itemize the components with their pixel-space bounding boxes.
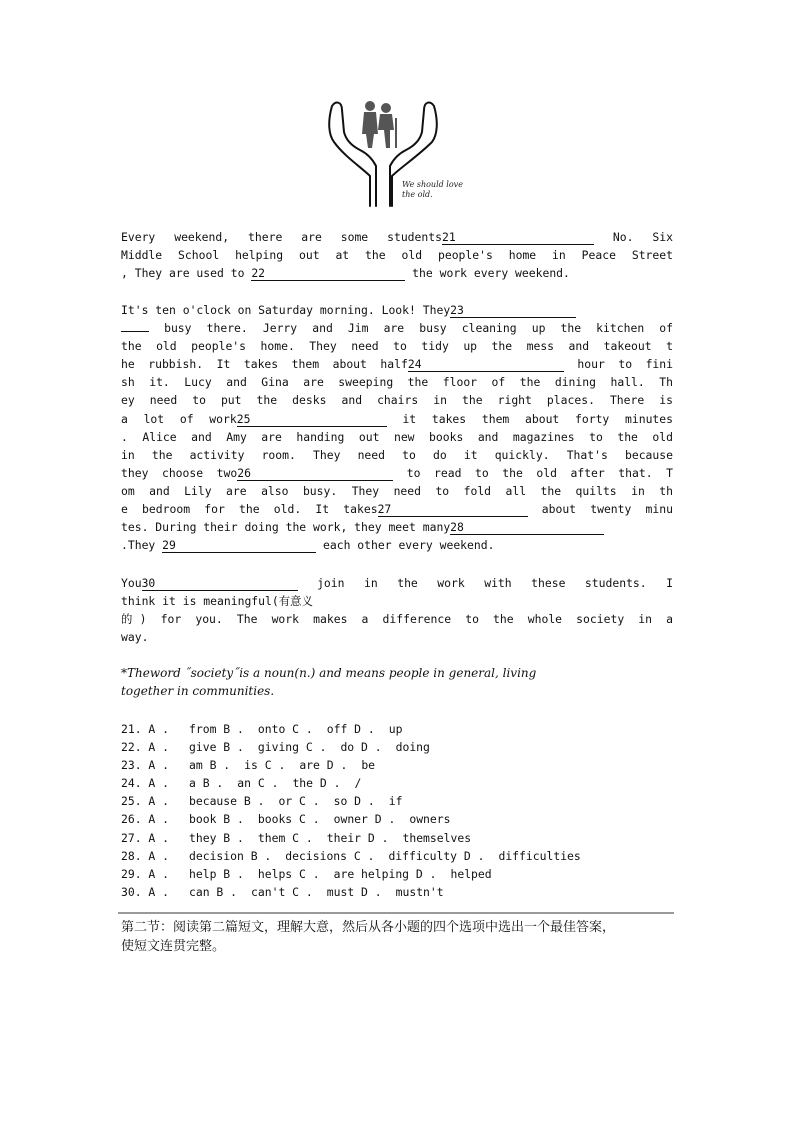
option-a: give B . [189, 740, 244, 755]
question-row [121, 883, 681, 901]
logo-caption [402, 180, 472, 200]
option-d: owners [409, 812, 451, 827]
option-a: a B . [189, 776, 224, 791]
text-line: ey need to put the desks and chairs in the right places. There is [121, 393, 673, 408]
option-d: mustn't [395, 884, 444, 899]
blank-27: 27 [378, 502, 528, 517]
option-d: doing [395, 740, 430, 755]
option-d: if [388, 794, 403, 809]
text-line [121, 301, 673, 319]
blank-23: 23 [450, 303, 576, 318]
option-a: because B . [189, 794, 265, 809]
option-d: / [354, 776, 362, 791]
text-line: the old people's home. They need to tidy up the mess and takeout t [121, 339, 673, 354]
text-line [121, 410, 673, 428]
blank-25: 25 [237, 412, 387, 427]
question-row [121, 847, 681, 865]
option-a: book B . [189, 812, 244, 827]
paragraph-3 [121, 574, 673, 646]
text-line [121, 518, 673, 536]
blank-22: 22 [251, 266, 405, 281]
text: about twenty minu [541, 502, 673, 517]
text: tes. During their doing the work, they meet many [121, 520, 451, 535]
question-number: 21. A . [121, 722, 170, 736]
blank-29: 29 [162, 538, 316, 553]
note-line: together in communities. [121, 684, 275, 699]
text-line: Middle School helping out at the old people's home in Peace Street [121, 248, 673, 263]
question-row [121, 865, 681, 883]
logo-caption-line2: the old. [402, 190, 433, 199]
option-d: difficulties [498, 848, 581, 863]
option-c: so D . [333, 794, 375, 809]
text-line [121, 355, 673, 373]
text-line [121, 464, 673, 482]
question-number: 22. A . [121, 740, 170, 755]
option-c: must D . [326, 884, 382, 899]
text: the work every weekend. [412, 266, 570, 281]
option-d: be [361, 758, 376, 773]
option-c: owner D . [333, 812, 396, 827]
text: e bedroom for the old. It takes [121, 502, 378, 517]
text: a lot of work [121, 411, 237, 426]
text: It's ten o'clock on Saturday morning. Look! They [121, 303, 451, 317]
question-row [121, 738, 681, 756]
text-line [121, 574, 673, 592]
text: hour to fini [577, 357, 674, 372]
option-c: are helping D . [333, 866, 437, 881]
section-2-instructions [121, 918, 673, 956]
text: he rubbish. It takes them about half [121, 357, 408, 372]
text-line: 的) for you. The work makes a difference to the whole society in a [121, 612, 673, 627]
option-a: they B . [189, 830, 244, 845]
text-line: in the activity room. They need to do it quickly. That's because [121, 447, 673, 462]
blank-28: 28 [450, 520, 604, 535]
text: .They [121, 538, 163, 553]
option-b: giving C . [257, 740, 327, 755]
blank-30: 30 [142, 576, 298, 591]
blank-26: 26 [237, 466, 393, 481]
option-d: themselves [402, 830, 472, 845]
text-line: sh it. Lucy and Gina are sweeping the floor of the dining hall. Th [121, 375, 673, 390]
text-line [121, 228, 673, 246]
text: You [121, 576, 142, 590]
option-b: is C . [244, 758, 286, 773]
text-line: om and Lily are also busy. They need to fold all the quilts in th [121, 483, 673, 498]
question-number: 27. A . [121, 830, 170, 845]
text-line: way. [121, 630, 149, 645]
option-b: onto C . [257, 722, 313, 736]
text: join in the work with these students. I [317, 576, 674, 590]
section-divider [118, 912, 674, 914]
question-row [121, 829, 681, 847]
question-number: 25. A . [121, 794, 170, 809]
option-c: do D . [340, 740, 382, 755]
question-number: 30. A . [121, 884, 170, 899]
option-d: helped [450, 866, 492, 881]
logo-caption-line1: We should love [402, 180, 463, 189]
option-b: books C . [257, 812, 320, 827]
question-row [121, 774, 681, 792]
note-line: *Theword ˝society˝is a noun(n.) and means people in general, living [121, 666, 537, 680]
question-number: 24. A . [121, 776, 170, 791]
option-b: decisions C . [285, 848, 375, 863]
text-line [121, 319, 673, 337]
text: Every weekend, there are some students [121, 230, 442, 244]
text: to read to the old after that. T [406, 465, 673, 480]
option-a: can B . [189, 884, 238, 899]
text-line [121, 500, 673, 518]
blank-21: 21 [442, 230, 594, 245]
option-c: are D . [299, 758, 348, 773]
option-a: am B . [189, 758, 231, 773]
text: busy there. Jerry and Jim are busy cleaning up the kitchen of [164, 321, 673, 336]
blank-24: 24 [408, 357, 564, 372]
text: they choose two [121, 465, 238, 480]
text-line: . Alice and Amy are handing out new books and magazines to the old [121, 429, 673, 444]
question-number: 23. A . [121, 758, 170, 773]
text-line [121, 536, 673, 554]
paragraph-1 [121, 228, 673, 282]
option-a: decision B . [189, 848, 272, 863]
text-line: think it is meaningful(有意义 [121, 594, 313, 609]
question-options-list [121, 720, 681, 901]
question-row [121, 792, 681, 810]
question-row [121, 720, 681, 738]
elderly-couple-icon [362, 101, 397, 148]
text: it takes them about forty minutes [402, 411, 674, 426]
option-a: from B . [189, 722, 244, 736]
option-c: their D . [326, 830, 389, 845]
instruction-line: 第二节：阅读第二篇短文，理解大意，然后从各小题的四个选项中选出一个最佳答案， [121, 920, 616, 935]
option-b: them C . [257, 830, 313, 845]
question-row [121, 810, 681, 828]
instruction-line: 使短文连贯完整。 [121, 939, 226, 954]
option-a: help B . [189, 866, 244, 881]
option-d: up [388, 722, 403, 736]
question-number: 28. A . [121, 848, 170, 863]
option-c: off D . [326, 722, 375, 736]
option-b: helps C . [257, 866, 320, 881]
text: , They are used to [121, 266, 252, 281]
option-c: the D . [292, 776, 341, 791]
option-b: or C . [278, 794, 320, 809]
text: No. Six [612, 230, 673, 244]
paragraph-2 [121, 301, 673, 554]
vocabulary-note [121, 664, 673, 700]
question-number: 29. A . [121, 866, 170, 881]
question-number: 26. A . [121, 812, 170, 827]
option-b: can't C . [251, 884, 313, 899]
text: each other every weekend. [323, 538, 495, 553]
option-c: difficulty D . [388, 848, 485, 863]
blank-23-continued [121, 331, 149, 332]
text-line [121, 264, 673, 282]
question-row [121, 756, 681, 774]
option-b: an C . [237, 776, 279, 791]
